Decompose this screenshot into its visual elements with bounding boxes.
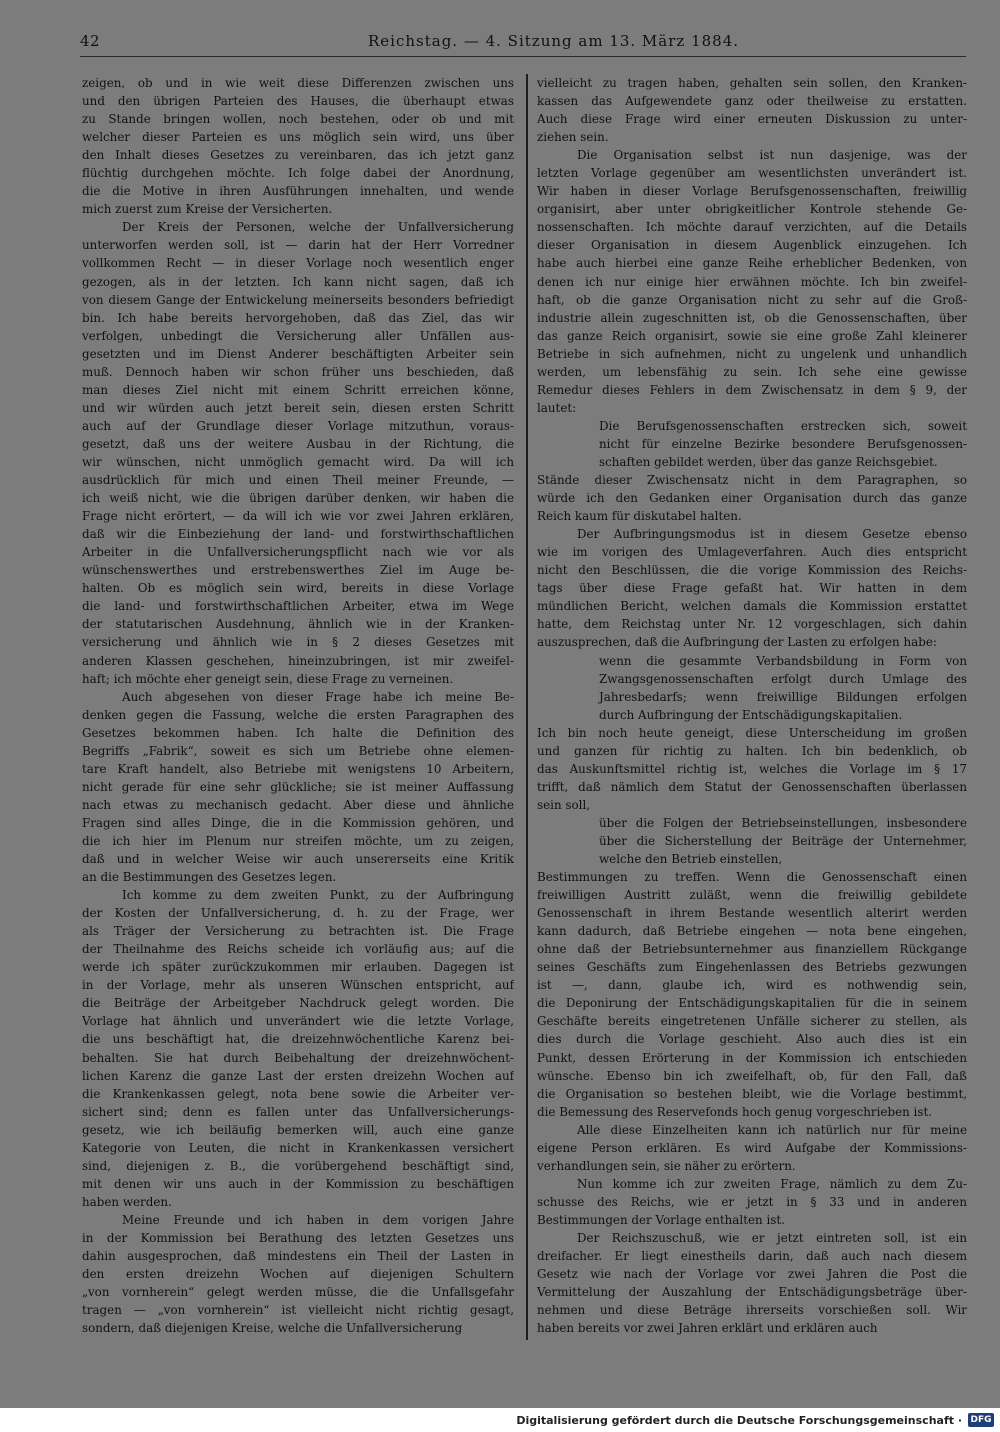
text-line: trifft, daß nämlich dem Statut der Genossenschaften überlassen [537, 779, 967, 794]
text-line: dahin ausgesprochen, daß mindestens ein Theil der Lasten in [82, 1249, 514, 1264]
text-line: nehmen und diese Beträge ihrerseits vorschießen soll. Wir [537, 1303, 967, 1318]
text-line: welche den Betrieb einstellen, [599, 852, 783, 867]
text-line: anderen Klassen geschehen, hineinzubringen, ist mir zweifel- [82, 653, 514, 668]
text-line: Auch diese Frage wird einer erneuten Diskussion zu unter- [537, 112, 967, 127]
text-line: Der Aufbringungsmodus ist in diesem Gesetze ebenso [577, 527, 967, 542]
text-line: Ich bin noch heute geneigt, diese Unterscheidung im großen [537, 725, 967, 740]
text-line: in der Kommission bei Berathung des letzten Gesetzes uns [82, 1231, 514, 1245]
text-line: das Auskunftsmittel richtig ist, welches die Vorlage im § 17 [537, 761, 967, 776]
text-line: gezogen, als in der letzten. Ich kann nicht sagen, daß ich [82, 274, 514, 289]
text-line: die die Motive in ihren Ausführungen innehalten, und wende [82, 184, 514, 199]
text-line: daß wir die Einbeziehung der land- und forstwirthschaftlichen [82, 527, 514, 542]
text-line: sein soll, [537, 797, 591, 812]
text-line: Der Kreis der Personen, welche der Unfallversicherung [122, 220, 514, 235]
text-line: Gesetzes bekommen haben. Ich halte die Definition des [82, 725, 514, 740]
text-line: von diesem Gange der Entwickelung meinerseits besonders befriedigt [82, 292, 514, 307]
text-line: sind, diejenigen z. B., die vorübergehend beschäftigt sind, [82, 1158, 514, 1173]
text-line: Zwangsgenossenschaften erfolgt durch Umlage des [599, 671, 967, 686]
text-line: Bestimmungen zu treffen. Wenn die Genossenschaft einen [537, 870, 967, 885]
text-line: freiwilligen Austritt zuläßt, wenn die freiwillig gebildete [537, 888, 967, 903]
text-line: denken gegen die Fassung, welche die ersten Paragraphen des [82, 707, 514, 722]
text-line: Geschäfte bereits eingetretenen Unfälle sicherer zu stellen, als [537, 1014, 967, 1029]
column-divider [526, 74, 528, 1340]
text-line: gesetzten und im Dienst Anderer beschäftigten Arbeiter sein [82, 346, 514, 361]
text-line: dieser Organisation in diesem Augenblick einzugehen. Ich [537, 238, 967, 253]
text-line: seines Geschäfts zum Eingehenlassen des Betriebs gezwungen [537, 960, 967, 975]
text-line: Die Organisation selbst ist nun dasjenige, was der [577, 148, 967, 163]
text-line: ausdrücklich für mich und einen Theil meiner Freunde, — [82, 473, 514, 488]
text-line: nach etwas zu mechanisch gedacht. Aber diese und ähnliche [82, 797, 514, 812]
running-title: Reichstag. — 4. Sitzung am 13. März 1884. [368, 32, 740, 50]
text-line: ohne daß der Betriebsunternehmer aus finanziellem Rückgange [537, 942, 967, 957]
text-line: sondern, daß diejenigen Kreise, welche die Unfallversicherung [82, 1321, 463, 1336]
text-line: wünsche. Ebenso bin ich zweifelhaft, ob, für den Fall, daß [537, 1068, 967, 1083]
text-line: haben werden. [82, 1194, 172, 1209]
text-line: Alle diese Einzelheiten kann ich natürlich nur für meine [577, 1122, 967, 1137]
text-line: wünschenswerthes und erstrebenswerthes Ziel im Auge be- [82, 563, 514, 578]
text-line: denen ich nur einige hier erwähnen möchte. Ich bin zweifel- [537, 274, 967, 289]
text-line: die land- und forstwirthschaftlichen Arbeiter, etwa im Wege [82, 599, 514, 614]
text-line: muß. Dennoch haben wir schon früher uns beschieden, daß [82, 364, 514, 379]
text-line: die Organisation so bestehen bleibt, wie die Vorlage bestimmt, [537, 1086, 967, 1101]
text-line: über die Folgen der Betriebseinstellungen, insbesondere [599, 815, 967, 830]
text-line: nicht gerade für eine sehr glückliche; sie ist meiner Auffassung [82, 779, 514, 794]
text-line: wir wünschen, nicht unmöglich gemacht wird. Da will ich [82, 454, 514, 469]
text-line: industrie allein zugeschnitten ist, ob die Genossenschaften, über [537, 310, 967, 325]
text-line: Gesetz wie nach der Vorlage vor zwei Jahren die Post die [537, 1267, 967, 1282]
text-line: Meine Freunde und ich haben in dem vorigen Jahre [122, 1212, 514, 1227]
text-line: organisirt, aber unter obrigkeitlicher Kontrole stehende Ge- [537, 202, 967, 217]
text-line: hatte, dem Reichstag unter Nr. 12 vorgeschlagen, sich dahin [537, 617, 967, 632]
text-line: wenn die gesammte Verbandsbildung in Form von [599, 653, 967, 668]
text-line: haft, ob die ganze Organisation nicht zu sehr auf die Groß- [537, 292, 967, 307]
text-line: gesetz, wie ich beiläufig bemerken will, auch eine ganze [82, 1122, 514, 1137]
text-line: kann dadurch, daß Betriebe eingehen — nota bene eingehen, [537, 924, 967, 939]
text-line: nicht den Beschlüssen, die die vorige Kommission des Reichs- [537, 563, 967, 578]
text-line: dies durch die Vorlage geschieht. Also auch dies ist ein [537, 1032, 967, 1047]
text-line: mich zuerst zum Kreise der Versicherten. [82, 202, 333, 217]
text-line: bin. Ich habe bereits hervorgehoben, daß das Ziel, das wir [82, 310, 514, 325]
text-line: unterworfen werden soll, ist — darin hat der Herr Vorredner [82, 238, 514, 253]
text-line: Wir haben in dieser Vorlage Berufsgenossenschaften, freiwillig [537, 184, 967, 199]
text-line: Ich komme zu dem zweiten Punkt, zu der Aufbringung [122, 888, 514, 903]
text-line: an die Bestimmungen des Gesetzes legen. [82, 870, 337, 885]
text-line: tare Kraft handelt, also Betriebe mit wenigstens 10 Arbeitern, [82, 761, 514, 776]
text-line: versicherung und ähnlich wie in § 2 dieses Gesetzes mit [82, 635, 514, 650]
text-line: würde ich den Gedanken einer Organisation durch das ganze [537, 491, 967, 506]
footer-bar [0, 1408, 1000, 1432]
text-line: die Beiträge der Arbeitgeber Nachdruck gelegt worden. Die [82, 996, 514, 1011]
text-line: Kategorie von Leuten, die nicht in Krankenkassen versichert [82, 1140, 514, 1155]
text-line: tags über diese Frage gefaßt hat. Wir hatten in dem [537, 581, 967, 596]
text-line: auch auf der Grundlage dieser Vorlage mitzuthun, voraus- [82, 418, 514, 433]
header-rule [80, 56, 966, 57]
text-line: welcher dieser Parteien es uns möglich sein wird, uns über [82, 130, 514, 145]
text-line: haben bereits vor zwei Jahren erklärt und erklären auch [537, 1321, 878, 1336]
text-line: flüchtig durchgehen möchte. Ich folge dabei der Anordnung, [82, 166, 514, 181]
page-header [78, 30, 966, 56]
text-line: Auch abgesehen von dieser Frage habe ich meine Be- [122, 689, 514, 704]
text-line: und den übrigen Parteien des Hauses, die überhaupt etwas [82, 94, 514, 109]
text-line: nicht für einzelne Bezirke besondere Berufsgenossen- [599, 436, 967, 451]
text-line: die ich hier im Plenum nur streifen möchte, um zu zeigen, [82, 833, 514, 848]
text-line: Genossenschaft in ihrem Bestande wesentlich alterirt werden [537, 906, 967, 921]
text-line: habe auch hierbei eine ganze Reihe erheblicher Bedenken, von [537, 256, 967, 271]
text-line: wie im vorigen des Umlageverfahren. Auch dies entspricht [537, 545, 967, 560]
text-line: vollkommen Recht — in dieser Vorlage noch wesentlich enger [82, 256, 514, 271]
text-line: daß und in welcher Weise wir auch unsererseits eine Kritik [82, 852, 514, 867]
text-line: ist —, dann, glaube ich, wird es nothwendig sein, [537, 978, 967, 993]
text-line: Nun komme ich zur zweiten Frage, nämlich zu dem Zu- [577, 1176, 967, 1191]
text-line: zu Stande bringen wollen, noch bestehen, oder ob und mit [82, 112, 514, 127]
text-line: über die Sicherstellung der Beiträge der Unternehmer, [599, 833, 967, 848]
text-line: und wir würden auch jetzt bereit sein, diesen ersten Schritt [82, 400, 514, 415]
text-line: Vermittelung der Auszahlung der Entschädigungsbeträge über- [537, 1285, 967, 1300]
text-line: schaften gebildet werden, über das ganze Reichsgebiet. [599, 454, 938, 469]
text-line: zeigen, ob und in wie weit diese Differenzen zwischen uns [82, 76, 514, 90]
text-line: Betriebe in sich aufnehmen, nicht zu ungelenk und unhandlich [537, 346, 967, 361]
text-line: letzten Vorlage gegenüber am wesentlichsten unverändert ist. [537, 166, 967, 181]
text-line: Stände dieser Zwischensatz nicht in dem Paragraphen, so [537, 473, 967, 488]
text-line: die Deponirung der Entschädigungskapitalien für die in seinem [537, 996, 967, 1011]
text-line: Der Reichszuschuß, wie er jetzt eintreten soll, ist ein [577, 1231, 967, 1245]
text-line: und ganzen für richtig zu halten. Ich bin bedenklich, ob [537, 743, 967, 758]
dfg-logo: DFG [968, 1413, 994, 1427]
text-line: haft; ich möchte eher geneigt sein, diese Frage zu verneinen. [82, 671, 454, 686]
text-line: Punkt, dessen Erörterung in der Kommission ich entschieden [537, 1050, 967, 1065]
text-line: tragen — „von vornherein“ ist vielleicht nicht richtig gesagt, [82, 1303, 514, 1318]
text-line: mündlichen Bericht, welchen damals die Kommission erstattet [537, 599, 967, 614]
text-line: das ganze Reich organisirt, sowie sie eine große Zahl kleinerer [537, 328, 967, 343]
text-line: der Kosten der Unfallversicherung, d. h. zu der Frage, wer [82, 906, 514, 921]
text-line: Bestimmungen der Vorlage enthalten ist. [537, 1212, 785, 1227]
text-line: Remedur dieses Fehlers in dem Zwischensatz in dem § 9, der [537, 382, 967, 397]
text-line: mit denen wir uns auch in der Kommission zu beschäftigen [82, 1176, 514, 1191]
text-line: die Bemessung des Reservefonds hoch genug vorgeschrieben ist. [537, 1104, 933, 1119]
text-line: Fragen sind alles Dinge, die in die Kommission gehören, und [82, 815, 514, 830]
page-number: 42 [80, 32, 101, 50]
text-line: vielleicht zu tragen haben, gehalten sein sollen, den Kranken- [537, 76, 967, 90]
text-line: kassen das Aufgewendete ganz oder theilweise zu erstatten. [537, 94, 967, 109]
text-line: Frage nicht erörtert, — da will ich wie vor zwei Jahren erklären, [82, 509, 514, 524]
text-line: nossenschaften. Ich möchte darauf verzichten, auf die Details [537, 220, 967, 235]
text-line: eigene Person erklären. Es wird Aufgabe der Kommissions- [537, 1140, 967, 1155]
text-line: auszusprechen, daß die Aufbringung der Lasten zu erfolgen habe: [537, 635, 937, 650]
left-column [82, 74, 514, 1337]
text-line: Begriffs „Fabrik“, soweit es sich um Betriebe ohne elemen- [82, 743, 514, 758]
text-line: lichen Karenz die ganze Last der ersten dreizehn Wochen auf [82, 1068, 514, 1083]
text-line: werde ich später zurückzukommen mir erlauben. Dagegen ist [82, 960, 514, 975]
text-line: als Träger der Versicherung zu betrachten ist. Die Frage [82, 924, 514, 939]
text-line: ziehen sein. [537, 130, 609, 145]
text-line: ich weiß nicht, wie die übrigen darüber denken, wir haben die [82, 491, 514, 506]
text-line: den Inhalt dieses Gesetzes zu vereinbaren, das ich jetzt ganz [82, 148, 514, 163]
text-line: in der Vorlage, mehr als unseren Wünschen entspricht, auf [82, 978, 514, 993]
text-line: behalten. Sie hat durch Beibehaltung der dreizehnwöchent- [82, 1050, 514, 1065]
text-line: der statutarischen Ausdehnung, ähnlich wie in der Kranken- [82, 617, 514, 632]
text-line: Arbeiter in die Unfallversicherungspflicht nach wie vor als [82, 545, 514, 560]
text-line: die Krankenkassen gelegt, nota bene sowie die Arbeiter ver- [82, 1086, 514, 1101]
right-column [537, 74, 967, 1337]
text-line: dreifacher. Er liegt einestheils darin, daß auch nach diesem [537, 1249, 967, 1264]
text-line: halten. Ob es möglich sein wird, bereits in diese Vorlage [82, 581, 514, 596]
text-line: verhandlungen sein, sie näher zu erörtern. [537, 1158, 796, 1173]
text-line: Jahresbedarfs; wenn freiwillige Bildungen erfolgen [599, 689, 967, 704]
text-line: verfolgen, unbedingt die Versicherung aller Unfällen aus- [82, 328, 514, 343]
text-line: gesetzt, daß uns der weitere Ausbau in der Richtung, die [82, 436, 514, 451]
text-line: den ersten dreizehn Wochen auf diejenigen Schultern [82, 1267, 514, 1282]
text-line: die uns beschäftigt hat, die dreizehnwöchentliche Karenz bei- [82, 1032, 514, 1047]
text-line: Die Berufsgenossenschaften erstrecken sich, soweit [599, 418, 967, 433]
text-line: man dieses Ziel nicht mit einem Schritt erreichen könne, [82, 382, 514, 397]
funding-credit: Digitalisierung gefördert durch die Deutsche Forschungsgemeinschaft · [516, 1414, 962, 1427]
text-line: durch Aufbringung der Entschädigungskapitalien. [599, 707, 903, 722]
text-line: schusse des Reichs, wie er jetzt in § 33 und in anderen [537, 1194, 967, 1209]
text-line: werden, um lebensfähig zu sein. Ich sehe eine gewisse [537, 364, 967, 379]
text-line: Reich kaum für diskutabel halten. [537, 509, 742, 524]
text-line: der Theilnahme des Reichs scheide ich vorläufig aus; auf die [82, 942, 514, 957]
text-line: lautet: [537, 400, 577, 415]
text-line: „von vornherein“ gelegt werden müsse, die die Unfallsgefahr [82, 1285, 514, 1300]
text-line: sichert sind; denn es fallen unter das Unfallversicherungs- [82, 1104, 514, 1119]
text-line: Vorlage hat ähnlich und unverändert wie die letzte Vorlage, [82, 1014, 514, 1029]
